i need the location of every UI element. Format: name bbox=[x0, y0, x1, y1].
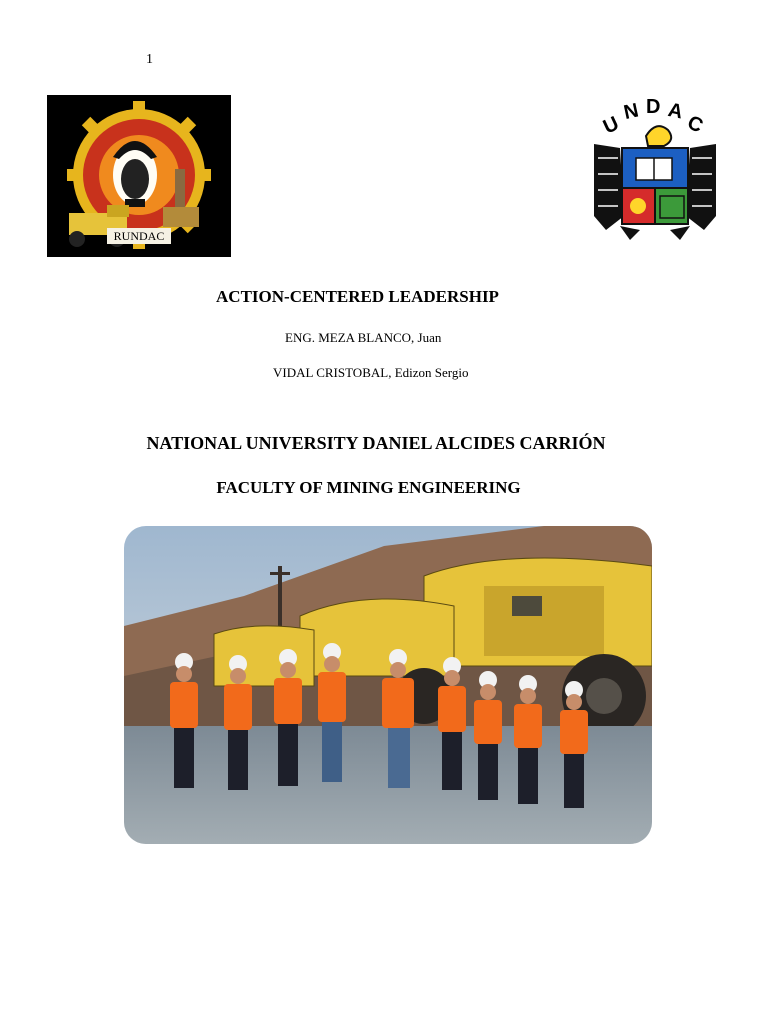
mining-school-logo bbox=[47, 95, 231, 257]
undac-crest-logo bbox=[590, 96, 720, 246]
crest-letter: C bbox=[683, 111, 707, 138]
crest-letter: D bbox=[646, 96, 661, 118]
crest-letter: A bbox=[666, 99, 685, 124]
university-name: NATIONAL UNIVERSITY DANIEL ALCIDES CARRIÓN bbox=[146, 433, 606, 453]
document-title: ACTION-CENTERED LEADERSHIP bbox=[216, 287, 499, 306]
mining-team-photo bbox=[124, 526, 652, 844]
page-number: 1 bbox=[146, 52, 153, 67]
faculty-name: FACULTY OF MINING ENGINEERING bbox=[216, 478, 521, 497]
crest-letter: U bbox=[599, 112, 623, 139]
logo-caption: RUNDAC bbox=[107, 228, 171, 244]
author-2: VIDAL CRISTOBAL, Edizon Sergio bbox=[273, 365, 469, 380]
author-1: ENG. MEZA BLANCO, Juan bbox=[285, 330, 442, 345]
crest-letter: N bbox=[621, 99, 641, 125]
